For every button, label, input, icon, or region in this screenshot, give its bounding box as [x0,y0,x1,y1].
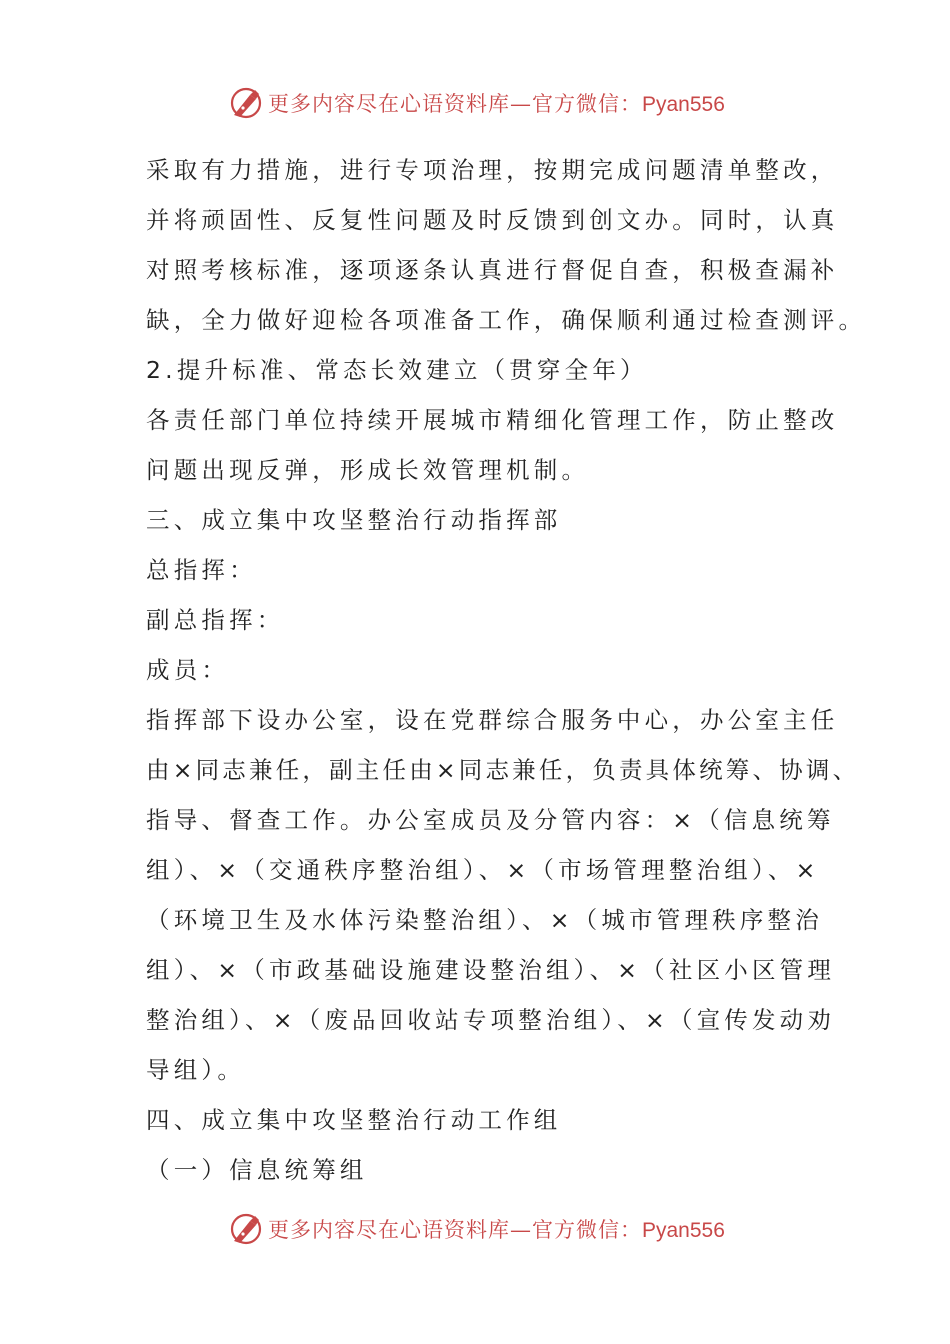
wechat-handle: Pyan556 [642,1219,725,1242]
wechat-handle: Pyan556 [642,93,725,116]
paragraph-line: 对照考核标准，逐项逐条认真进行督促自查，积极查漏补 [146,256,839,284]
section-heading: 三、成立集中攻坚整治行动指挥部 [146,506,562,534]
pen-nib-logo-icon [228,1211,264,1247]
paragraph-line: 整治组）、×（废品回收站专项整治组）、×（宣传发动劝 [146,1006,836,1034]
paragraph-line: 并将顽固性、反复性问题及时反馈到创文办。同时，认真 [146,206,839,234]
banner-label: 更多内容尽在心语资料库—官方微信： [268,1218,642,1242]
footer-banner [228,1209,725,1249]
banner-text [268,1214,725,1244]
subsection-heading: （一）信息统筹组 [146,1156,368,1184]
pen-nib-logo-icon [228,85,264,121]
role-label: 成员： [146,656,230,684]
paragraph-line: 指挥部下设办公室，设在党群综合服务中心，办公室主任 [146,706,839,734]
section-heading: 2.提升标准、常态长效建立（贯穿全年） [146,356,648,384]
paragraph-line: （环境卫生及水体污染整治组）、×（城市管理秩序整治 [146,906,823,934]
paragraph-line: 缺，全力做好迎检各项准备工作，确保顺利通过检查测评。 [146,306,867,334]
paragraph-line: 由×同志兼任，副主任由×同志兼任，负责具体统筹、协调、 [146,756,860,784]
role-label: 副总指挥： [146,606,285,634]
role-label: 总指挥： [146,556,257,584]
banner-text [268,88,725,118]
paragraph-line: 问题出现反弹，形成长效管理机制。 [146,456,590,484]
section-heading: 四、成立集中攻坚整治行动工作组 [146,1106,562,1134]
header-banner [228,83,725,123]
paragraph-line: 采取有力措施，进行专项治理，按期完成问题清单整改， [146,156,839,184]
paragraph-line: 组）、×（交通秩序整治组）、×（市场管理整治组）、× [146,856,820,884]
document-body [146,145,867,1195]
paragraph-line: 指导、督查工作。办公室成员及分管内容：×（信息统筹 [146,806,835,834]
paragraph-line: 各责任部门单位持续开展城市精细化管理工作，防止整改 [146,406,839,434]
paragraph-line: 组）、×（市政基础设施建设整治组）、×（社区小区管理 [146,956,836,984]
banner-label: 更多内容尽在心语资料库—官方微信： [268,92,642,116]
paragraph-line: 导组）。 [146,1056,246,1084]
